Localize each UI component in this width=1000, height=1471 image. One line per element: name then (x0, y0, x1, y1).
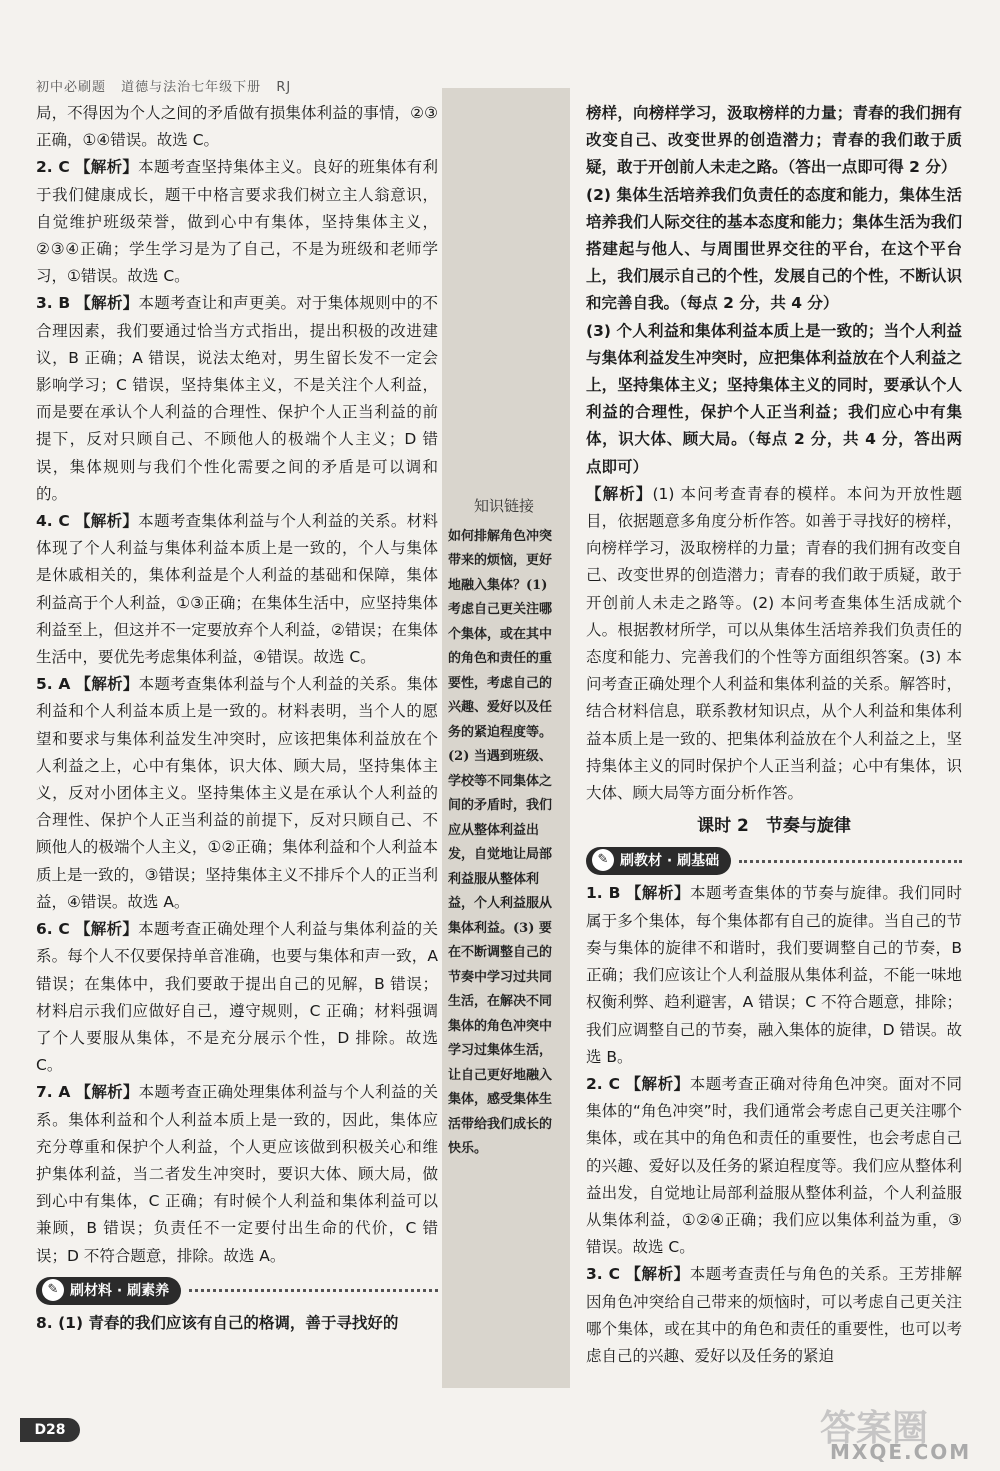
left-column (36, 100, 438, 1337)
dotted-divider (189, 1289, 438, 1292)
answer-5: 5. A 【解析】本题考查集体利益与个人利益的关系。集体利益和个人利益本质上是一致的。材料表明，当个人的愿望和要求与集体利益发生冲突时，应该把集体利益放在个人利益之上，心中有集体，识大体、顾大局，坚持集体主义，反对小团体主义。坚持集体主义是在承认个人利益的合理性、保护个人正当利益的前提下，反对只顾自己、不顾他人的极端个人主义，①②正确；集体利益和个人利益本质上是一致的，③错误；坚持集体主义不排斥个人的正当利益，④错误。故选 A。 (36, 675, 438, 911)
page-header (36, 76, 301, 95)
answer-8-start: 8. (1) 青春的我们应该有自己的格调，善于寻找好的 (36, 1313, 399, 1332)
answer-8-part2: (2) 集体生活培养我们负责任的态度和能力，集体生活培养我们人际交往的基本态度和能力；集体生活为我们搭建起与他人、与周围世界交往的平台，在这个平台上，我们展示自己的个性，发展自己的个性，不断认识和完善自我。（每点 2 分，共 4 分） (586, 185, 962, 313)
answer-6: 6. C 【解析】本题考查正确处理个人利益与集体利益的关系。每个人不仅要保持单音准确，也要与集体和声一致，A 错误；在集体中，我们要敢于提出自己的见解，B 错误；材料启示我们应做好自己，遵守规则，C 正确；材料强调了个人要服从集体，不是充分展示个性，D 排除。故选 C。 (36, 920, 438, 1075)
answer-r3: 3. C 【解析】本题考查责任与角色的关系。王芳排解因角色冲突给自己带来的烦恼时，可以考虑自己更关注哪个集体，或在其中的角色和责任的重要性，也可以考虑自己的兴趣、爱好以及任务的紧迫 (586, 1265, 962, 1365)
section-banner-material: ✎ 刷材料 · 刷素养 (36, 1274, 438, 1308)
page-number: D28 (20, 1418, 80, 1442)
watermark-url: MXQE.COM (830, 1440, 972, 1464)
section-banner-textbook: ✎ 刷教材 · 刷基础 (586, 844, 962, 878)
answer-r2: 2. C 【解析】本题考查正确对待角色冲突。面对不同集体的“角色冲突”时，我们通常会考虑自己更关注哪个集体，或在其中的角色和责任的重要性，也会考虑自己的兴趣、爱好以及任务的紧迫程度等。我们应从整体利益出发，自觉地让局部利益服从整体利益，个人利益服从集体利益，①②④正确；我们应以集体利益为重，③错误。故选 C。 (586, 1074, 962, 1257)
knowledge-link-box (448, 494, 560, 1162)
knowledge-link-title: 知识链接 (473, 497, 534, 515)
answer-2: 2. C 【解析】本题考查坚持集体主义。良好的班集体有利于我们健康成长，题干中格言要求我们树立主人翁意识，自觉维护班级荣誉，做到心中有集体，坚持集体主义，②③④正确；学生学习是为了自己，不是为班级和老师学习，①错误。故选 C。 (36, 158, 438, 286)
section-title: 课时 2 节奏与旋律 (697, 816, 851, 837)
answer-4: 4. C 【解析】本题考查集体利益与个人利益的关系。材料体现了个人利益与集体利益本质上是一致的，个人与集体是休戚相关的，集体利益是个人利益的基础和保障，集体利益高于个人利益，①③正确；在集体生活中，应坚持集体利益至上，但这并不一定要放弃个人利益，②错误；在集体生活中，要优先考虑集体利益，④错误。故选 C。 (36, 512, 438, 667)
answer-7: 7. A 【解析】本题考查正确处理集体利益与个人利益的关系。集体利益和个人利益本质上是一致的，因此，集体应充分尊重和保护个人利益，个人更应该做到积极关心和维护集体利益，当二者发生冲突时，要识大体、顾大局，做到心中有集体，C 正确；有时候个人利益和集体利益可以兼顾，B 错误；负责任不一定要付出生命的代价，C 错误；D 不符合题意，排除。故选 A。 (36, 1083, 438, 1265)
edition: RJ (276, 80, 292, 95)
answer-8-part1: 榜样，向榜样学习，汲取榜样的力量；青春的我们拥有改变自己、改变世界的创造潜力；青春的我们敢于质疑，敢于开创前人未走之路。（答出一点即可得 2 分） (586, 104, 962, 177)
brush-icon: ✎ (592, 849, 614, 871)
watermark-logo: 答案圈 (820, 1408, 929, 1449)
subject-title: 道德与法治七年级下册 (121, 80, 262, 95)
dotted-divider (739, 860, 962, 863)
answer-8-part3: (3) 个人利益和集体利益本质上是一致的；当个人利益与集体利益发生冲突时，应把集体利益放在个人利益之上，坚持集体主义；坚持集体主义的同时，要承认个人利益的合理性，保护个人正当利益；我们应心中有集体，识大体、顾大局。（每点 2 分，共 4 分，答出两点即可） (586, 321, 962, 476)
answer-8-analysis: 【解析】(1) 本问考查青春的模样。本问为开放性题目，依据题意多角度分析作答。如善于寻找好的榜样，向榜样学习，汲取榜样的力量；青春的我们拥有改变自己、改变世界的创造潜力；青春的我们敢于质疑，敢于开创前人未走之路等。(2) 本问考查集体生活成就个人。根据教材所学，可以从集体生活培养我们负责任的态度和能力、完善我们的个性等方面组织答案。(3) 本问考查正确处理个人利益和集体利益的关系。解答时，结合材料信息，联系教材知识点，从个人利益和集体利益本质上是一致的、把集体利益放在个人利益之上，坚持集体主义的同时保护个人正当利益；心中有集体，识大体、顾大局等方面分析作答。 (586, 484, 962, 803)
brush-icon: ✎ (42, 1279, 64, 1301)
answer-3: 3. B 【解析】本题考查让和声更美。对于集体规则中的不合理因素，我们要通过恰当方式指出，提出积极的改进建议，B 正确；A 错误，说法太绝对，男生留长发不一定会影响学习；C 错误，坚持集体主义，不是关注个人利益，而是要在承认个人利益的合理性、保护个人正当利益的前提下，反对只顾自己、不顾他人的极端个人主义；D 错误，集体规则与我们个性化需要之间的矛盾是可以调和的。 (36, 294, 438, 503)
paragraph: 局，不得因为个人之间的矛盾做有损集体利益的事情，②③正确，①④错误。故选 C。 (36, 104, 438, 150)
knowledge-link-text: 如何排解角色冲突带来的烦恼，更好地融入集体？(1) 考虑自己更关注哪个集体，或在其中的角色和责任的重要性，考虑自己的兴趣、爱好以及任务的紧迫程度等。(2) 当遇到班级、学校等不同集体之间的矛盾时，我们应从整体利益出发，自觉地让局部利益服从整体利益，个人利益服从集体利益。(3) 要在不断调整自己的节奏中学习过共同生活，在解决不同集体的角色冲突中学习过集体生活，让自己更好地融入集体，感受集体生活带给我们成长的快乐。 (448, 528, 553, 1156)
book-title: 初中必刷题 (36, 80, 107, 95)
answer-r1: 1. B 【解析】本题考查集体的节奏与旋律。我们同时属于多个集体，每个集体都有自己的旋律。当自己的节奏与集体的旋律不和谐时，我们要调整自己的节奏，B 正确；我们应该让个人利益服从集体利益，不能一味地权衡利弊、趋利避害，A 错误；C 不符合题意，排除；我们应调整自己的节奏，融入集体的旋律，D 错误。故选 B。 (586, 884, 962, 1066)
right-column (586, 100, 962, 1370)
